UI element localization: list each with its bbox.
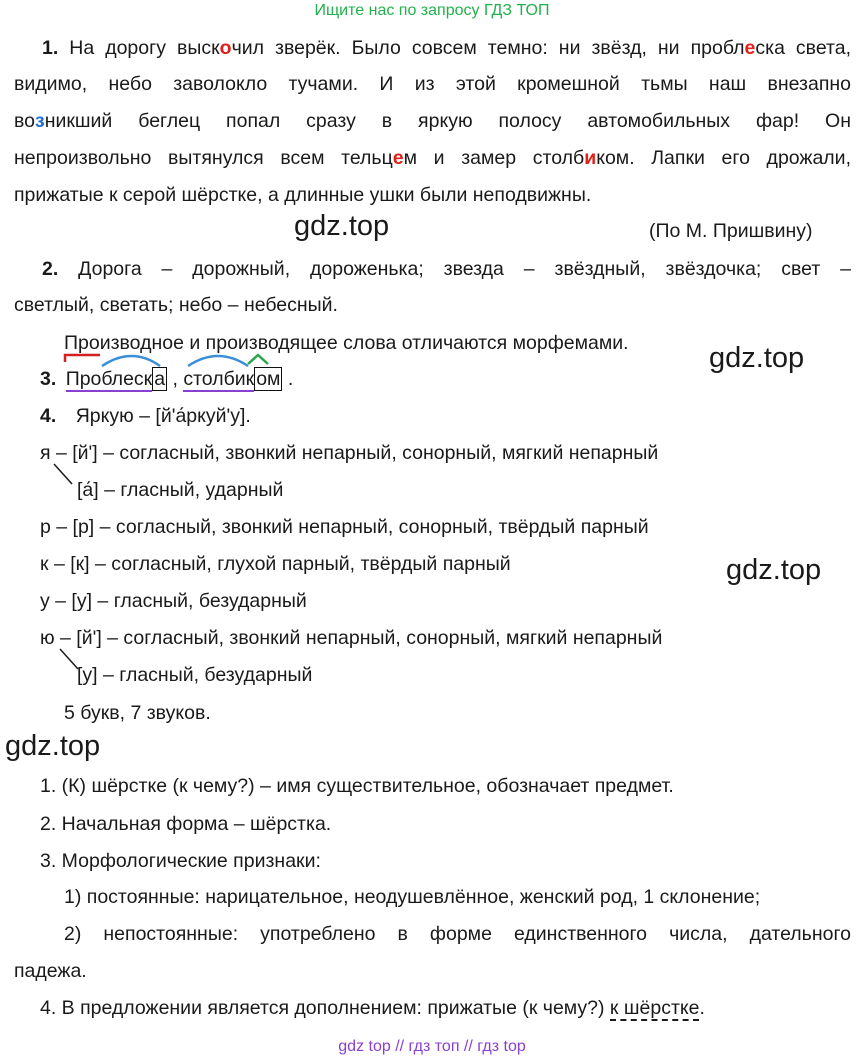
phonetic-line: у – [у] – гласный, безударный (40, 590, 307, 612)
task2-line1: 2. Дорога – дорожный, дороженька; звезда – звёздный, звёздочка; свет – (42, 258, 851, 280)
phonetic-line: [а́] – гласный, ударный (77, 479, 284, 501)
task4-number: 4. (40, 405, 57, 427)
morph-line: 1) постоянные: нарицательное, неодушевлённое, женский род, 1 склонение; (64, 886, 761, 908)
task1-line5: прижатые к серой шёрстке, а длинные ушки были неподвижны. (14, 184, 592, 206)
phonetic-line: я – [й'] – согласный, звонкий непарный, сонорный, мягкий непарный (40, 442, 659, 464)
ending-box: ом (256, 368, 281, 390)
task3-line: 3. Проблеск а , столбик ом . (40, 368, 294, 390)
phonetic-line: р – [р] – согласный, звонкий непарный, сонорный, твёрдый парный (40, 516, 649, 538)
phonetic-line: ю – [й'] – согласный, звонкий непарный, сонорный, мягкий непарный (40, 627, 663, 649)
word-problesk-stem: Проблеск (65, 368, 153, 390)
watermark: gdz.top (709, 342, 805, 374)
prefix-mark (65, 355, 100, 362)
phonetic-line: к – [к] – согласный, глухой парный, твёрдый парный (40, 553, 511, 575)
suffix-mark (248, 355, 268, 364)
task2-line3: Производное и производящее слова отличаются морфемами. (64, 332, 629, 354)
task2-number: 2. (42, 258, 59, 280)
task1-line1: 1. На дорогу выскочил зверёк. Было совсем темно: ни звёзд, ни проблеска света, (42, 37, 851, 59)
task3-number: 3. (40, 368, 57, 390)
morph-line: 4. В предложении является дополнением: прижатые (к чему?) к шёрстке. (40, 997, 705, 1019)
task4-header: 4. Яркую – [й'а́ркуй'у]. (40, 405, 251, 427)
branch-line (52, 462, 76, 486)
sound-summary: 5 букв, 7 звуков. (64, 702, 211, 724)
task1-number: 1. (42, 37, 59, 59)
morph-line: падежа. (14, 960, 87, 982)
task1-line3: возникший беглец попал сразу в яркую полосу автомобильных фар! Он (14, 110, 851, 132)
task1-line4: непроизвольно вытянулся всем тельцем и замер столбиком. Лапки его дрожали, (14, 147, 851, 169)
task2-line2: светлый, светать; небо – небесный. (14, 294, 338, 316)
phonetic-line: [у] – гласный, безударный (77, 664, 313, 686)
morph-line: 2) непостоянные: употреблено в форме единственного числа, дательного (64, 923, 851, 945)
watermark: gdz.top (294, 210, 390, 242)
morph-line: 3. Морфологические признаки: (40, 850, 321, 872)
watermark: gdz.top (726, 554, 822, 586)
watermark: gdz.top (5, 730, 101, 762)
root-arc (188, 356, 248, 366)
morph-line: 1. (К) шёрстке (к чему?) – имя существительное, обозначает предмет. (40, 775, 674, 797)
footer-links: gdz top // гдз топ // гдз top (338, 1038, 526, 1055)
source-citation: (По М. Пришвину) (649, 220, 813, 242)
morph-line: 2. Начальная форма – шёрстка. (40, 813, 332, 835)
search-hint: Ищите нас по запросу ГДЗ ТОП (314, 2, 550, 19)
ending-box: а (154, 368, 166, 390)
word-stolbik-stem: столбик (183, 368, 255, 390)
root-arc (102, 356, 160, 366)
object-underline: к шёрстке (609, 997, 700, 1019)
task1-line2: видимо, небо заволокло тучами. И из этой кромешной тьмы наш внезапно (14, 73, 851, 95)
